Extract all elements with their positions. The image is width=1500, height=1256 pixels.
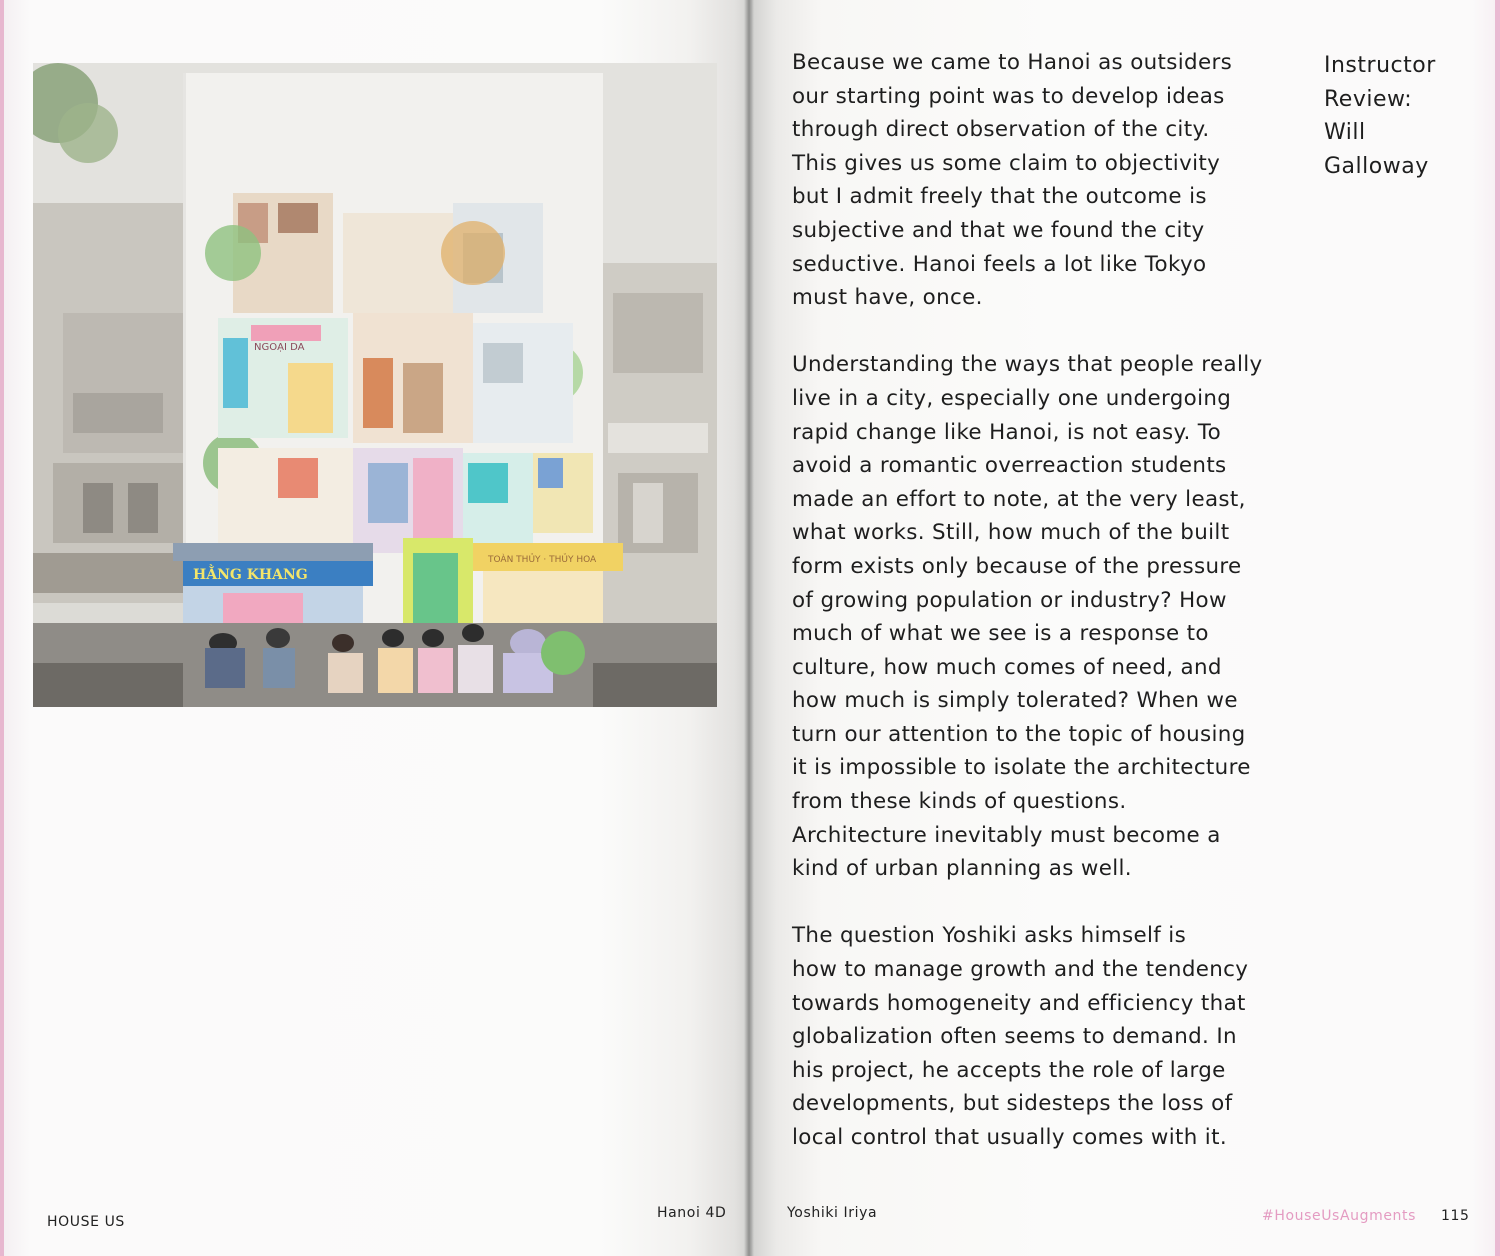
text-line: culture, how much comes of need, and (792, 654, 1222, 680)
text-line: kind of urban planning as well. (792, 856, 1132, 882)
author-label: Yoshiki Iriya (787, 1205, 878, 1221)
text-line: Understanding the ways that people really (792, 352, 1263, 378)
text-line: local control that usually comes with it. (792, 1125, 1227, 1150)
text-line: but I admit freely that the outcome is (792, 184, 1207, 210)
page-number: 115 (1441, 1208, 1470, 1224)
text-line: must have, once. (792, 285, 983, 311)
section-label: Hanoi 4D (657, 1205, 727, 1221)
book-gutter (744, 0, 754, 1256)
sidebar-line: Instructor (1324, 53, 1436, 78)
text-line: turn our attention to the topic of housing (792, 721, 1246, 747)
text-line: avoid a romantic overreaction students (792, 453, 1227, 479)
hashtag-label: #HouseUsAugments (1262, 1208, 1416, 1224)
instructor-review-title (1324, 49, 1484, 183)
text-line: through direct observation of the city. (792, 117, 1210, 143)
text-line: This gives us some claim to objectivity (792, 150, 1221, 176)
text-line: form exists only because of the pressure (792, 553, 1242, 579)
text-line: globalization often seems to demand. In (792, 1024, 1237, 1050)
text-line: our starting point was to develop ideas (792, 83, 1225, 109)
sidebar-line: Galloway (1324, 153, 1429, 179)
street-collage-illustration (33, 63, 717, 707)
text-line: subjective and that we found the city (792, 217, 1205, 243)
text-line: how to manage growth and the tendency (792, 957, 1249, 983)
text-line: Because we came to Hanoi as outsiders (792, 50, 1233, 75)
text-line: much of what we see is a response to (792, 621, 1209, 647)
sidebar-line: Will (1324, 120, 1366, 146)
article-body (792, 46, 1292, 1188)
sign-awning: TOÀN THỦY · THỦY HOA (488, 555, 597, 565)
text-line: it is impossible to isolate the architecture (792, 755, 1251, 781)
sign-ngoai-da: NGOẠI DA (254, 342, 305, 353)
text-line: his project, he accepts the role of large (792, 1057, 1226, 1083)
text-line: live in a city, especially one undergoing (792, 385, 1232, 411)
text-line: The question Yoshiki asks himself is (792, 923, 1187, 949)
sidebar-line: Review: (1324, 86, 1413, 112)
text-line: seductive. Hanoi feels a lot like Tokyo (792, 251, 1207, 277)
paragraph-2 (792, 348, 1292, 886)
sign-hang-khang: HẰNG KHANG (193, 567, 308, 583)
running-head-left: HOUSE US (47, 1214, 125, 1230)
text-line: from these kinds of questions. (792, 789, 1127, 815)
text-line: rapid change like Hanoi, is not easy. To (792, 419, 1222, 445)
left-page-edge (0, 0, 4, 1256)
text-line: how much is simply tolerated? When we (792, 688, 1238, 714)
right-page-edge (1495, 0, 1500, 1256)
text-line: what works. Still, how much of the built (792, 520, 1230, 546)
text-line: Architecture inevitably must become a (792, 822, 1221, 848)
text-line: made an effort to note, at the very least, (792, 486, 1246, 512)
paragraph-1 (792, 46, 1292, 315)
text-line: of growing population or industry? How (792, 587, 1227, 613)
text-line: towards homogeneity and efficiency that (792, 990, 1246, 1016)
text-line: developments, but sidesteps the loss of (792, 1091, 1233, 1117)
paragraph-3 (792, 919, 1292, 1154)
